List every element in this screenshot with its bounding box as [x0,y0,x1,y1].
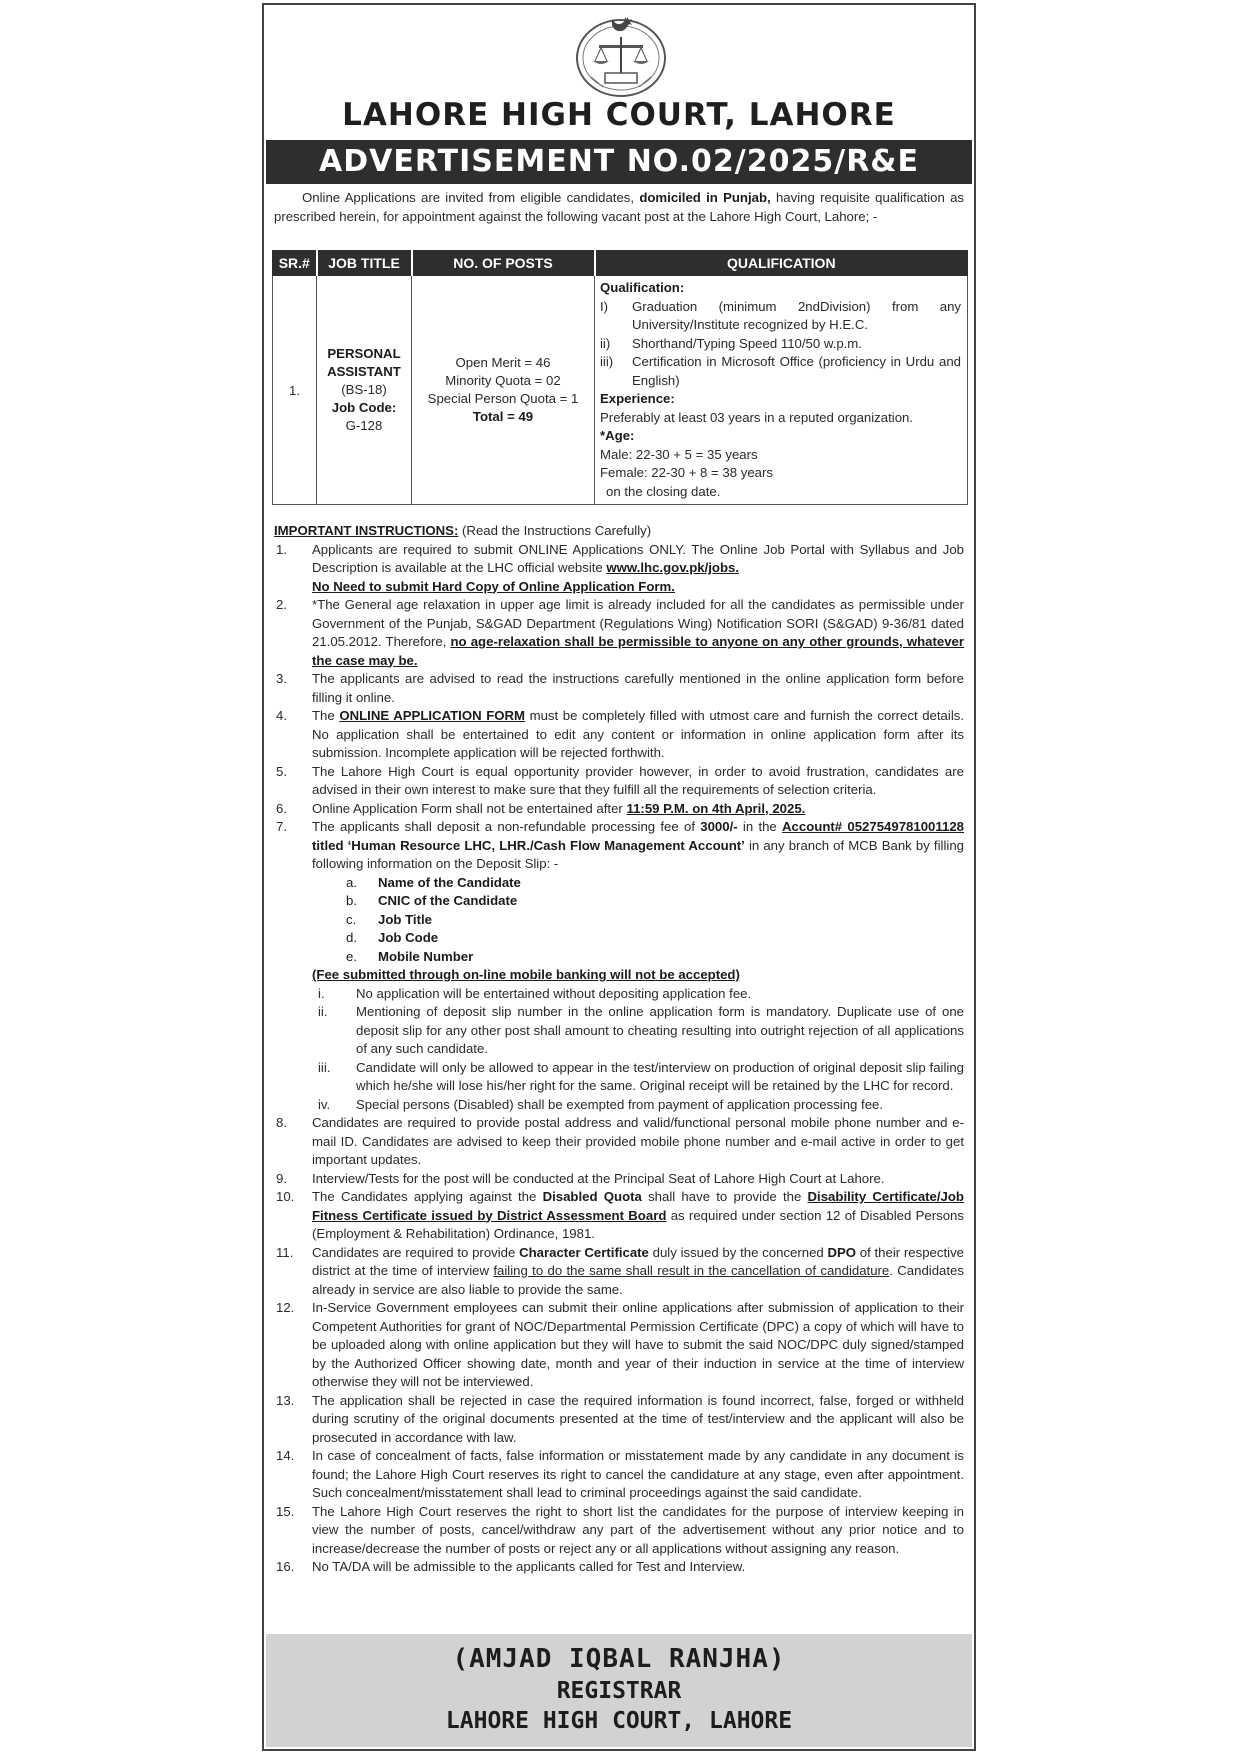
item-number: 10. [276,1189,295,1204]
age-heading: *Age: [600,428,635,443]
court-title: LAHORE HIGH COURT, LAHORE [342,97,896,133]
item-text: No TA/DA will be admissible to the applicants called for Test and Interview. [312,1559,746,1574]
item-number: 7. [276,819,287,834]
registrar-designation: REGISTRAR [556,1678,682,1704]
list-item [274,707,964,763]
item-number: iii. [318,1059,331,1075]
item-text [312,1244,964,1300]
cell-posts [412,276,595,505]
table-header-row [273,251,968,276]
deadline: 11:59 P.M. on 4th April, 2025. [626,800,806,816]
disability-certificate: Disability Certificate/Job Fitness Certificate issued by District Assessment Board [312,1189,964,1223]
item-number: 15. [276,1503,295,1519]
item-number: c. [346,911,357,927]
item-text: The application shall be rejected in case the required information is found incorrect, false, forged or withheld during scrutiny of the original documents presented at the time of test/interview and the applicant will also be prosecuted in accordance with law. [312,1392,964,1445]
list-item [346,911,964,930]
hard-copy-note: No Need to submit Hard Copy of Online Application Form. [312,578,675,594]
item-emphasis: no age-relaxation shall be permissible to anyone on any other grounds, whatever the case may be. [312,634,965,668]
item-body: Applicants are required to submit ONLINE Applications ONLY. The Online Job Portal with Syllabus and Job Description is available at the LHC official website [312,541,964,575]
item-body: The Candidates applying against the [312,1189,543,1204]
item-text: Mobile Number [378,948,474,964]
posts-open-merit: Open Merit = 46 [455,355,551,370]
list-item [274,1558,964,1577]
item-number: iv. [318,1096,331,1112]
item-number: 14. [276,1448,295,1463]
item-text: Graduation (minimum 2ndDivision) from any University/Institute recognized by H.E.C. [632,298,961,332]
experience-text: Preferably at least 03 years in a reputed organization. [600,409,914,425]
item-number: I) [600,298,609,314]
fee-note-text: (Fee submitted through on-line mobile banking will not be accepted) [312,967,740,982]
item-body: shall have to provide the [641,1189,808,1204]
disabled-quota: Disabled Quota [542,1189,642,1204]
cell-sr: 1. [273,276,317,505]
job-title-line-2: ASSISTANT [327,364,401,379]
instructions-section [274,522,964,1577]
fee-note [312,966,964,985]
item-text: No application will be entertained without depositing application fee. [356,985,752,1001]
list-item [274,818,964,874]
job-code: G-128 [345,418,383,433]
qualification-heading: Qualification: [600,280,685,295]
item-body: titled [312,837,348,853]
item-number: 3. [276,671,287,686]
age-female: Female: 22-30 + 8 = 38 years [600,465,774,480]
vacancy-table [272,250,968,505]
item-number: i. [318,985,325,1001]
court-emblem-icon [567,11,675,99]
cell-job-title [317,276,412,505]
item-text: The Lahore High Court is equal opportunity provider however, in order to avoid frustration, candidates are advised in their own interest to make sure that they fulfill all the requirements of selection criteria. [312,763,964,797]
list-item [274,1244,964,1300]
advertisement-frame [262,3,976,1751]
list-item [274,763,964,800]
item-text: Job Code [378,930,439,945]
item-number: e. [346,948,357,964]
heading-note: (Read the Instructions Carefully) [458,523,652,538]
job-scale: (BS-18) [341,382,387,397]
age-male: Male: 22-30 + 5 = 35 years [600,446,758,462]
item-number: 8. [276,1115,287,1130]
list-item [314,1059,964,1096]
item-body: of their respective district at the time of interview [312,1244,965,1278]
item-text [312,1188,964,1244]
item-number: 6. [276,800,287,816]
item-text: Special persons (Disabled) shall be exempted from payment of application processing fee. [356,1096,884,1112]
dpo: DPO [827,1244,857,1260]
col-header-sr: SR.# [273,251,317,276]
registrar-office: LAHORE HIGH COURT, LAHORE [445,1708,793,1734]
table-row [273,276,968,505]
item-text: Mentioning of deposit slip number in the online application form is mandatory. Duplicate use of one deposit slip for any other post shall amount to cheating resulting into outright rejection of all applications of any such candidate. [356,1004,964,1056]
item-body: duly issued by the concerned [648,1244,828,1260]
item-body: in the [737,819,783,834]
posts-minority: Minority Quota = 02 [445,373,561,388]
item-emphasis: ONLINE APPLICATION FORM [339,708,526,723]
item-number: ii) [600,335,611,351]
item-body: Online Application Form shall not be entertained after [312,800,627,816]
item-text [312,541,964,597]
item-text: The Lahore High Court reserves the right to short list the candidates for the purpose of interview keeping in view the number of posts, cancel/withdraw any part of the advertisement without any prior notice and to increase/decrease the number of posts or reject any or all applications without assigning any reason. [312,1503,964,1556]
list-item [274,1447,964,1503]
intro-text: Online Applications are invited from eligible candidates, [302,190,640,205]
signature-block [266,1634,972,1747]
item-text: The applicants are advised to read the instructions carefully mentioned in the online application form before filling it online. [312,671,964,705]
col-header-posts: NO. OF POSTS [412,251,595,276]
item-number: ii. [318,1004,328,1019]
item-number: 1. [276,541,287,557]
account-title: ‘Human Resource LHC, LHR./Cash Flow Management Account’ [347,837,745,853]
list-item [274,1299,964,1392]
item-number: b. [346,893,357,908]
item-number: 13. [276,1392,295,1408]
processing-fee: 3000/- [700,819,738,834]
list-item [274,1170,964,1189]
instructions-heading [274,522,964,541]
list-item [274,1503,964,1559]
item-body: as required under section 12 of Disabled Persons (Employment & Rehabilitation) Ordinance, 1981. [312,1207,964,1241]
list-item [314,985,964,1004]
item-body: The [312,708,340,723]
posts-special: Special Person Quota = 1 [427,391,579,406]
item-number: iii) [600,354,614,369]
posts-total: Total = 49 [472,409,534,424]
item-text: Job Title [378,911,432,927]
list-item [314,1003,964,1059]
list-item [314,1096,964,1115]
item-number: 4. [276,708,287,723]
job-title-line-1: PERSONAL [327,346,401,361]
item-text [312,818,964,874]
item-text: Interview/Tests for the post will be conducted at the Principal Seat of Lahore High Court at Lahore. [312,1170,885,1186]
item-text: In case of concealment of facts, false information or misstatement made by any candidate in any document is found; the Lahore High Court reserves its right to cancel the candidature at any stage, even after appointment. Such concealment/misstatement shall lead to criminal proceedings against the said candidate. [312,1448,964,1500]
cancellation-warning: failing to do the same shall result in the cancellation of candidature [493,1263,890,1278]
website-link[interactable]: www.lhc.gov.pk/jobs. [606,560,740,575]
heading-text: IMPORTANT INSTRUCTIONS: [274,523,459,538]
list-item [274,1392,964,1448]
cell-qualification [595,276,968,505]
item-text: Candidate will only be allowed to appear in the test/interview on production of original deposit slip failing which he/she will lose his/her right for the same. Original receipt will be retained by the LHC for record. [356,1059,964,1093]
item-number: 5. [276,763,287,779]
list-item [274,670,964,707]
col-header-job-title: JOB TITLE [317,251,412,276]
registrar-name: (AMJAD IQBAL RANJHA) [452,1644,786,1674]
experience-heading: Experience: [600,391,675,406]
item-body: . Candidates already in service are also liable to provide the same. [312,1263,964,1297]
list-item [274,596,964,670]
list-item [274,541,964,597]
list-item [346,892,964,911]
item-text: Shorthand/Typing Speed 110/50 w.p.m. [632,335,862,351]
intro-text-end: having requisite qualification as prescribed herein, for appointment against the following vacant post at the Lahore High Court, Lahore; - [274,190,964,224]
item-number: 12. [276,1300,295,1315]
list-item [274,1114,964,1170]
fee-rules-list [314,985,964,1115]
item-text: CNIC of the Candidate [378,893,518,908]
item-number: 16. [276,1559,295,1574]
list-item [274,800,964,819]
item-number: d. [346,930,357,945]
character-certificate: Character Certificate [519,1244,649,1260]
item-number: 11. [276,1244,294,1260]
item-body: The applicants shall deposit a non-refundable processing fee of [312,819,701,834]
item-text [312,707,964,763]
qualification-item [600,335,961,354]
list-item [274,1188,964,1244]
item-text: Candidates are required to provide postal address and valid/functional personal mobile phone number and e-mail ID. Candidates are advised to keep their provided mobile phone number and e-mail active in order to get important updates. [312,1115,964,1167]
deposit-fields-list [346,874,964,967]
age-closing: on the closing date. [606,483,721,499]
item-number: a. [346,874,357,890]
qualification-item [600,353,961,390]
item-text [312,800,964,819]
item-text: In-Service Government employees can submit their online applications after submission of application to their Competent Authorities for grant of NOC/Departmental Permission Certificate (DPC) a copy of which will have to be uploaded along with online application but they will have to submit the said NOC/DPC duly signed/stamped by the Authorized Officer showing date, month and year of their induction in service at the time of interview otherwise they will not be interviewed. [312,1300,964,1389]
list-item [346,929,964,948]
item-body: *The General age relaxation in upper age limit is already included for all the candidates as permissible under Government of the Punjab, S&GAD Department (Regulations Wing) Notification SORI (S&GAD) 9-36/81 dated 21.05.2012. Therefore, [312,597,964,649]
item-text: Name of the Candidate [378,874,521,890]
item-text: Certification in Microsoft Office (proficiency in Urdu and English) [632,354,961,388]
job-code-label: Job Code: [331,400,397,415]
item-body: Candidates are required to provide [312,1244,520,1260]
item-body: must be completely filled with utmost care and furnish the correct details. No application shall be entertained to edit any content or information in online application form after its submission. Incomplete application will be rejected forthwith. [312,708,965,760]
advertisement-number: ADVERTISEMENT NO.02/2025/R&E [266,140,972,184]
item-text [312,596,964,670]
intro-paragraph [274,189,964,226]
item-number: 2. [276,597,287,612]
item-number: 9. [276,1170,287,1186]
item-body: in any branch of MCB Bank by filling following information on the Deposit Slip: - [312,837,964,871]
account-number: Account# 0527549781001128 [782,819,964,834]
intro-domicile: domiciled in Punjab, [639,190,771,205]
list-item [346,874,964,893]
qualification-item [600,298,961,335]
col-header-qualification: QUALIFICATION [595,251,968,276]
list-item [346,948,964,967]
